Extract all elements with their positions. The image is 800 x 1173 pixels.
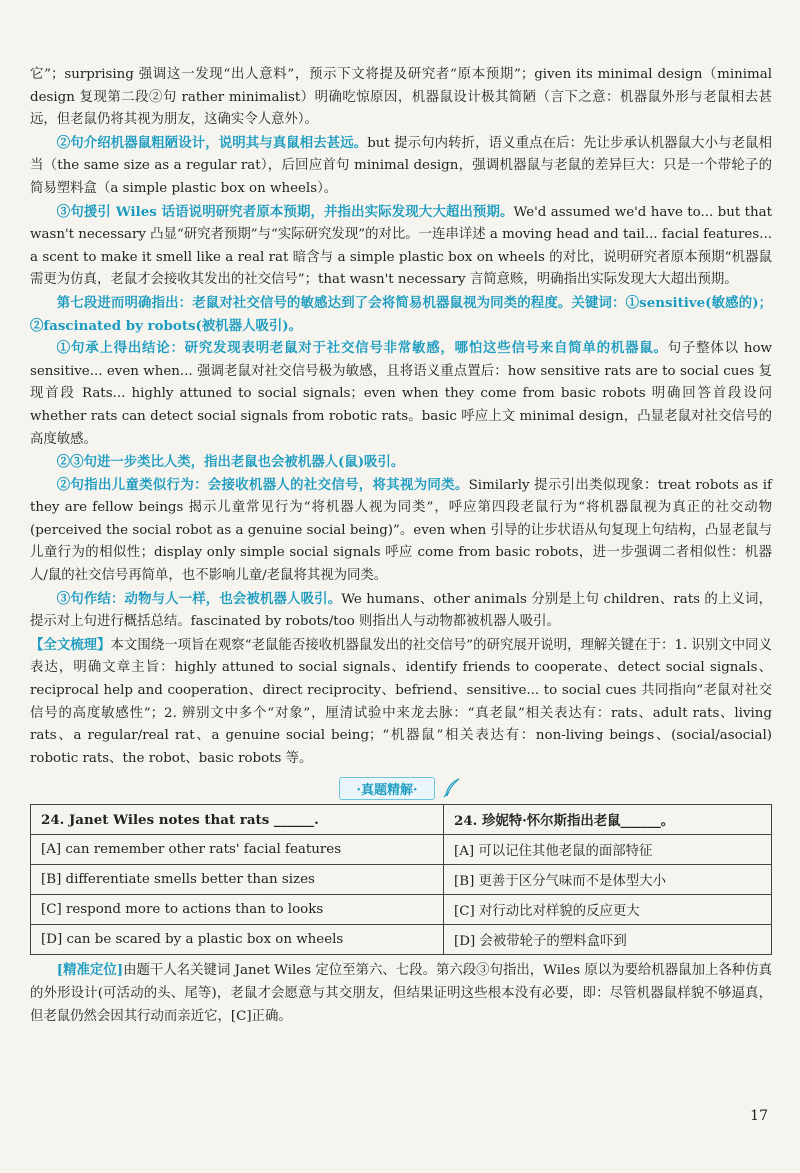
paragraph-3-rest: We'd assumed we'd have to... but that wasn't necessary 凸显“研究者预期”与“实际研究发现”的对比。一连串详述 a moving head and tail... facial features... a scent to make it smell like a real rat 暗含与 a simple plastic box on wheels 的对比，说明研究者原本预期“机器鼠需更为仿真，老鼠才会接收其发出的社交信号”；that wasn't necessary 言简意赅，明确指出实际发现大大超出预期。 — [30, 204, 772, 288]
answer-label: [精准定位] — [56, 962, 124, 979]
paragraph-4: 第七段进而明确指出：老鼠对社交信号的敏感达到了会将简易机器鼠视为同类的程度。关键词：①sensitive(敏感的)；②fascinated by robots(被机器人吸引)。 — [30, 294, 772, 334]
table-row — [31, 805, 772, 835]
summary-text: 本文围绕一项旨在观察“老鼠能否接收机器鼠发出的社交信号”的研究展开说明，理解关键在于：1. 识别文中同义表达，明确文章主旨：highly attuned to social signals、identify friends to cooperate、detect social signals、reciprocal help and cooperation、direct reciprocity、befriend、sensitive... to social cues 共同指向“老鼠对社交信号的高度敏感性”；2. 辨别文中多个“对象”，厘清试验中来龙去脉：“真老鼠”相关表达有：rats、adult rats、living rats、a regular/real rat、a genuine social being；“机器鼠”相关表达有：non-living beings、(social/asocial) robotic rats、the robot、basic robots 等。 — [30, 637, 772, 766]
paragraph-3-lead: ③句援引 Wiles 话语说明研究者原本预期，并指出实际发现大大超出预期。 — [56, 203, 514, 220]
paragraph-1: 它”；surprising 强调这一发现“出人意料”，预示下文将提及研究者“原本预期”；given its minimal design（minimal design 复现第二段②句 rather minimalist）明确吃惊原因，机器鼠设计极其简陋（言下之意：机器鼠外形与老鼠相去甚远，但老鼠仍将其视为朋友，这确实令人意外）。 — [30, 67, 772, 128]
option-a-en: [A] can remember other rats' facial features — [31, 835, 444, 865]
paragraph-3 — [30, 201, 772, 292]
option-c-en: [C] respond more to actions than to looks — [31, 895, 444, 925]
question-table — [30, 804, 772, 955]
summary-label: 【全文梳理】 — [30, 636, 111, 653]
table-row — [31, 865, 772, 895]
paragraph-summary — [30, 634, 772, 771]
paragraph-2 — [30, 132, 772, 201]
option-d-en: [D] can be scared by a plastic box on wheels — [31, 925, 444, 955]
option-a-zh: [A] 可以记住其他老鼠的面部特征 — [444, 835, 772, 865]
question-stem-zh: 24. 珍妮特·怀尔斯指出老鼠______。 — [444, 805, 772, 835]
quill-icon — [441, 777, 463, 799]
paragraph-8-lead: ③句作结：动物与人一样，也会被机器人吸引。 — [56, 590, 342, 607]
answer-text: 由题干人名关键词 Janet Wiles 定位至第六、七段。第六段③句指出，Wiles 原以为要给机器鼠加上各种仿真的外形设计(可活动的头、尾等)，老鼠才会愿意与其交朋友，但结果证明这些根本没有必要，即：尽管机器鼠样貌不够逼真，但老鼠仍然会因其行动而亲近它，[C]正确。 — [30, 963, 773, 1024]
option-b-en: [B] differentiate smells better than sizes — [31, 865, 444, 895]
table-row — [31, 835, 772, 865]
answer-explanation — [30, 959, 772, 1028]
page-number: 17 — [750, 1108, 768, 1124]
option-d-zh: [D] 会被带轮子的塑料盒吓到 — [444, 925, 772, 955]
table-row — [31, 895, 772, 925]
question-stem-en: 24. Janet Wiles notes that rats ______. — [31, 805, 444, 835]
paragraph-6: ②③句进一步类比人类，指出老鼠也会被机器人(鼠)吸引。 — [56, 454, 405, 471]
paragraph-5-lead: ①句承上得出结论：研究发现表明老鼠对于社交信号非常敏感，哪怕这些信号来自简单的机器鼠。 — [56, 340, 668, 357]
section-banner — [30, 776, 772, 800]
paragraph-7-lead: ②句指出儿童类似行为：会接收机器人的社交信号，将其视为同类。 — [56, 476, 469, 493]
option-b-zh: [B] 更善于区分气味而不是体型大小 — [444, 865, 772, 895]
paragraph-2-lead: ②句介绍机器鼠粗陋设计，说明其与真鼠相去甚远。 — [56, 134, 368, 151]
banner-label: ·真题精解· — [339, 777, 434, 800]
paragraph-7 — [30, 474, 772, 588]
page-content — [30, 64, 772, 1028]
table-row — [31, 925, 772, 955]
paragraph-2-rest: but 提示句内转折，语义重点在后：先让步承认机器鼠大小与老鼠相当（the same size as a regular rat），后回应首句 minimal design，强调机器鼠与老鼠的差异巨大：只是一个带轮子的简易塑料盒（a simple plastic box on wheels）。 — [30, 135, 772, 196]
paragraph-5-rest: 句子整体以 how sensitive... even when... 强调老鼠对社交信号极为敏感，且将语义重点置后：how sensitive rats are to social cues 复现首段 Rats... highly attuned to social signals；even when they come from basic robots 明确回答首段设问 whether rats can detect social signals from robotic rats。basic 呼应上文 minimal design，凸显老鼠对社交信号的高度敏感。 — [30, 341, 772, 447]
paragraph-7-rest: Similarly 提示引出类似现象：treat robots as if they are fellow beings 揭示儿童常见行为“将机器人视为同类”，呼应第四段老鼠行为“将机器鼠视为真正的社交动物(perceived the social robot as a genuine social being)”。even when 引导的让步状语从句复现上句结构，凸显老鼠与儿童行为的相似性；display only simple social signals 呼应 come from basic robots，进一步强调二者相似性：机器人/鼠的社交信号再简单，也不影响儿童/老鼠将其视为同类。 — [30, 477, 772, 584]
paragraph-8-rest: We humans、other animals 分别是上句 children、rats 的上义词，提示对上句进行概括总结。fascinated by robots/too 则指出人与动物都被机器人吸引。 — [30, 591, 772, 630]
paragraph-5 — [30, 337, 772, 451]
paragraph-8 — [30, 588, 772, 634]
option-c-zh: [C] 对行动比对样貌的反应更大 — [444, 895, 772, 925]
